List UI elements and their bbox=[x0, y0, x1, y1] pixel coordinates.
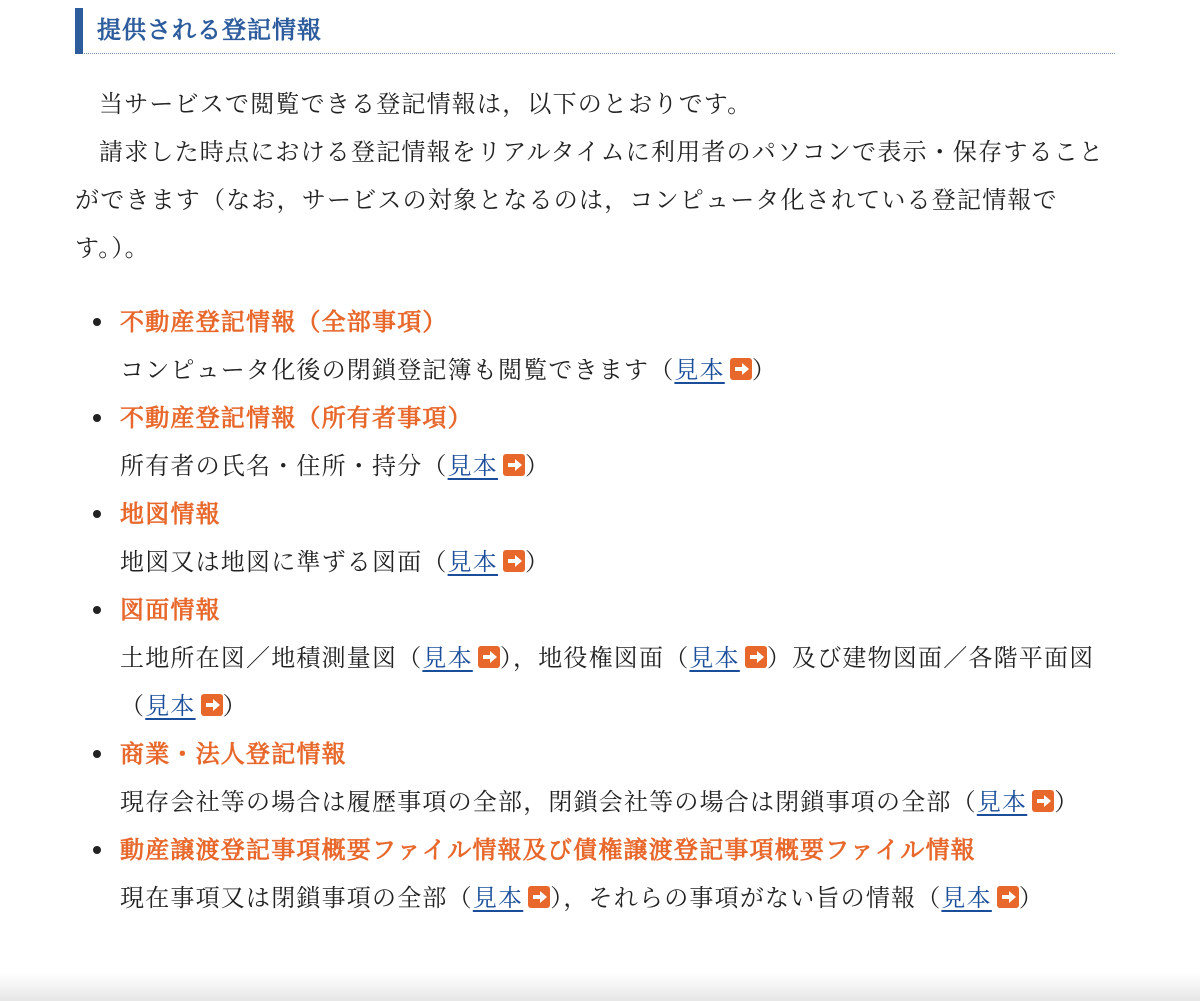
arrow-right-icon[interactable] bbox=[730, 358, 752, 380]
description-text: ），それらの事項がない旨の情報（ bbox=[550, 884, 942, 912]
sample-link[interactable]: 見本 bbox=[447, 548, 499, 576]
intro-paragraph-1: 当サービスで閲覧できる登記情報は，以下のとおりです。 bbox=[99, 90, 753, 118]
sample-link[interactable]: 見本 bbox=[689, 644, 740, 672]
arrow-right-icon[interactable] bbox=[528, 886, 550, 908]
sample-link[interactable]: 見本 bbox=[145, 692, 196, 720]
sample-link[interactable]: 見本 bbox=[674, 356, 725, 384]
list-item-movable-receivable-transfer bbox=[75, 826, 1115, 922]
intro-paragraph-2: 請求した時点における登記情報をリアルタイムに利用者のパソコンで表示・保存することができます（なお，サービスの対象となるのは，コンピュータ化されている登記情報です。）。 bbox=[75, 138, 1105, 262]
sample-link[interactable]: 見本 bbox=[976, 788, 1028, 816]
item-title: 商業・法人登記情報 bbox=[120, 740, 347, 768]
description-text: ） bbox=[222, 692, 248, 720]
description-text: ） bbox=[525, 452, 551, 480]
list-item-drawing-info bbox=[75, 586, 1115, 730]
arrow-right-icon[interactable] bbox=[201, 694, 223, 716]
arrow-right-icon[interactable] bbox=[478, 646, 500, 668]
bullet-icon bbox=[93, 750, 101, 758]
item-description bbox=[120, 346, 1115, 394]
description-text: ），地役権図面（ bbox=[499, 644, 690, 672]
bottom-scroll-shadow bbox=[0, 973, 1200, 1001]
item-description bbox=[120, 538, 1115, 586]
item-title: 不動産登記情報（所有者事項） bbox=[120, 404, 473, 432]
heading-accent-bar bbox=[75, 8, 83, 54]
intro-text bbox=[75, 80, 1115, 272]
list-item-real-estate-full bbox=[75, 298, 1115, 394]
section-title: 提供される登記情報 bbox=[97, 16, 322, 44]
description-text: 地図又は地図に準ずる図面（ bbox=[120, 548, 448, 576]
item-title: 不動産登記情報（全部事項） bbox=[120, 308, 448, 336]
description-text: 所有者の氏名・住所・持分（ bbox=[120, 452, 448, 480]
description-text: コンピュータ化後の閉鎖登記簿も閲覧できます（ bbox=[120, 356, 675, 384]
arrow-right-icon[interactable] bbox=[997, 886, 1019, 908]
item-description bbox=[120, 442, 1115, 490]
bullet-icon bbox=[93, 846, 101, 854]
sample-link[interactable]: 見本 bbox=[472, 884, 524, 912]
arrow-right-icon[interactable] bbox=[503, 454, 525, 476]
description-text: ）及び建物図面／各階平面図（ bbox=[120, 644, 1095, 720]
section-heading bbox=[75, 8, 1115, 54]
bullet-icon bbox=[93, 414, 101, 422]
arrow-right-icon[interactable] bbox=[745, 646, 767, 668]
bullet-icon bbox=[93, 318, 101, 326]
bullet-icon bbox=[93, 606, 101, 614]
description-text: ） bbox=[525, 548, 551, 576]
main-content bbox=[75, 8, 1115, 922]
item-title: 地図情報 bbox=[120, 500, 221, 528]
bullet-icon bbox=[93, 510, 101, 518]
list-item-real-estate-owner bbox=[75, 394, 1115, 490]
arrow-right-icon[interactable] bbox=[1032, 790, 1054, 812]
item-title: 動産譲渡登記事項概要ファイル情報及び債権譲渡登記事項概要ファイル情報 bbox=[120, 836, 976, 864]
description-text: 現存会社等の場合は履歴事項の全部，閉鎖会社等の場合は閉鎖事項の全部（ bbox=[120, 788, 977, 816]
description-text: ） bbox=[1054, 788, 1080, 816]
item-description bbox=[120, 874, 1115, 922]
arrow-right-icon[interactable] bbox=[503, 550, 525, 572]
description-text: 土地所在図／地積測量図（ bbox=[120, 644, 423, 672]
list-item-commercial-corporate bbox=[75, 730, 1115, 826]
list-item-map-info bbox=[75, 490, 1115, 586]
item-title: 図面情報 bbox=[120, 596, 221, 624]
item-description bbox=[120, 778, 1115, 826]
item-description bbox=[120, 634, 1115, 730]
description-text: ） bbox=[1018, 884, 1045, 912]
description-text: ） bbox=[751, 356, 778, 384]
sample-link[interactable]: 見本 bbox=[447, 452, 499, 480]
registry-info-list bbox=[75, 298, 1115, 922]
description-text: 現在事項又は閉鎖事項の全部（ bbox=[120, 884, 473, 912]
sample-link[interactable]: 見本 bbox=[941, 884, 992, 912]
sample-link[interactable]: 見本 bbox=[422, 644, 473, 672]
